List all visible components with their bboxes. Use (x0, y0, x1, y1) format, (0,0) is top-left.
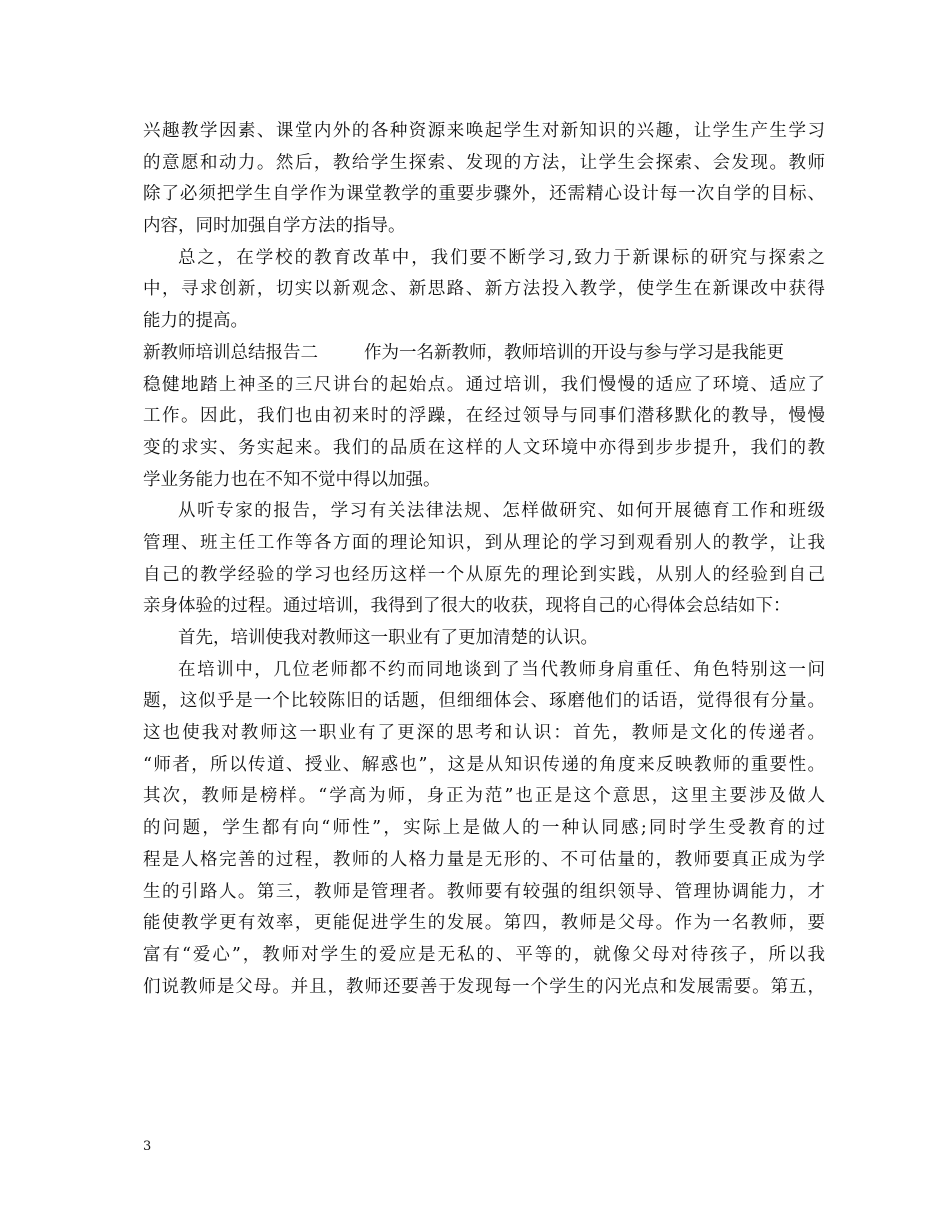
text-line: 工作。因此，我们也由初来时的浮躁，在经过领导与同事们潜移默化的教导，慢慢 (143, 406, 825, 427)
paragraph (143, 655, 825, 1004)
paragraph-text: 作为一名新教师，教师培训的开设与参与学习是我能更 (364, 342, 784, 363)
document-body (143, 116, 825, 1003)
paragraph (143, 116, 825, 243)
paragraph (143, 243, 825, 338)
text-line: 这也使我对教师这一职业有了更深的思考和认识：首先，教师是文化的传递者。 (143, 723, 825, 744)
paragraph (143, 338, 825, 496)
text-line: 稳健地踏上神圣的三尺讲台的起始点。通过培训，我们慢慢的适应了环境、适应了 (143, 374, 825, 395)
text-line: 变的求实、务实起来。我们的品质在这样的人文环境中亦得到步步提升，我们的教 (143, 437, 825, 458)
text-line: 的意愿和动力。然后，教给学生探索、发现的方法，让学生会探索、会发现。教师 (143, 152, 825, 173)
text-line: 除了必须把学生自学作为课堂教学的重要步骤外，还需精心设计每一次自学的目标、 (143, 184, 825, 205)
text-line: 富有“爱心”，教师对学生的爱应是无私的、平等的，就像父母对待孩子，所以我 (143, 944, 825, 965)
text-line: 其次，教师是榜样。“学高为师，身正为范”也正是这个意思，这里主要涉及做人 (143, 786, 825, 807)
paragraph (143, 623, 825, 655)
text-line: 管理、班主任工作等各方面的理论知识，到从理论的学习到观看别人的教学，让我 (143, 532, 825, 553)
heading-line (143, 338, 825, 370)
text-line: 首先，培训使我对教师这一职业有了更加清楚的认识。 (178, 628, 598, 648)
text-line: 程是人格完善的过程，教师的人格力量是无形的、不可估量的，教师要真正成为学 (143, 849, 825, 870)
page-number: 3 (143, 1139, 152, 1154)
text-line: 总之，在学校的教育改革中，我们要不断学习,致力于新课标的研究与探索之 (178, 247, 825, 268)
text-line: 学业务能力也在不知不觉中得以加强。 (143, 469, 441, 490)
text-line: 能使教学更有效率，更能促进学生的发展。第四，教师是父母。作为一名教师，要 (143, 913, 825, 934)
text-line: 中，寻求创新，切实以新观念、新思路、新方法投入教学，使学生在新课改中获得 (143, 279, 825, 300)
text-line: 题，这似乎是一个比较陈旧的话题，但细细体会、琢磨他们的话语，觉得很有分量。 (143, 691, 825, 712)
section-heading: 新教师培训总结报告二 (143, 342, 318, 363)
text-line: “师者，所以传道、授业、解惑也”，这是从知识传递的角度来反映教师的重要性。 (143, 754, 825, 775)
text-line: 生的引路人。第三，教师是管理者。教师要有较强的组织领导、管理协调能力，才 (143, 881, 825, 902)
text-line: 亲身体验的过程。通过培训，我得到了很大的收获，现将自己的心得体会总结如下： (143, 596, 791, 617)
text-line: 自己的教学经验的学习也经历这样一个从原先的理论到实践，从别人的经验到自己 (143, 564, 825, 585)
text-line: 的问题，学生都有向“师性”，实际上是做人的一种认同感;同时学生受教育的过 (143, 818, 825, 839)
text-line: 能力的提高。 (143, 311, 248, 332)
text-line: 内容，同时加强自学方法的指导。 (143, 216, 406, 237)
paragraph (143, 496, 825, 623)
text-line: 兴趣教学因素、课堂内外的各种资源来唤起学生对新知识的兴趣，让学生产生学习 (143, 121, 825, 141)
text-line: 从听专家的报告，学习有关法律法规、怎样做研究、如何开展德育工作和班级 (178, 501, 825, 522)
text-line: 在培训中，几位老师都不约而同地谈到了当代教师身肩重任、角色特别这一问 (178, 659, 825, 680)
text-line: 们说教师是父母。并且，教师还要善于发现每一个学生的闪光点和发展需要。第五， (143, 976, 825, 997)
